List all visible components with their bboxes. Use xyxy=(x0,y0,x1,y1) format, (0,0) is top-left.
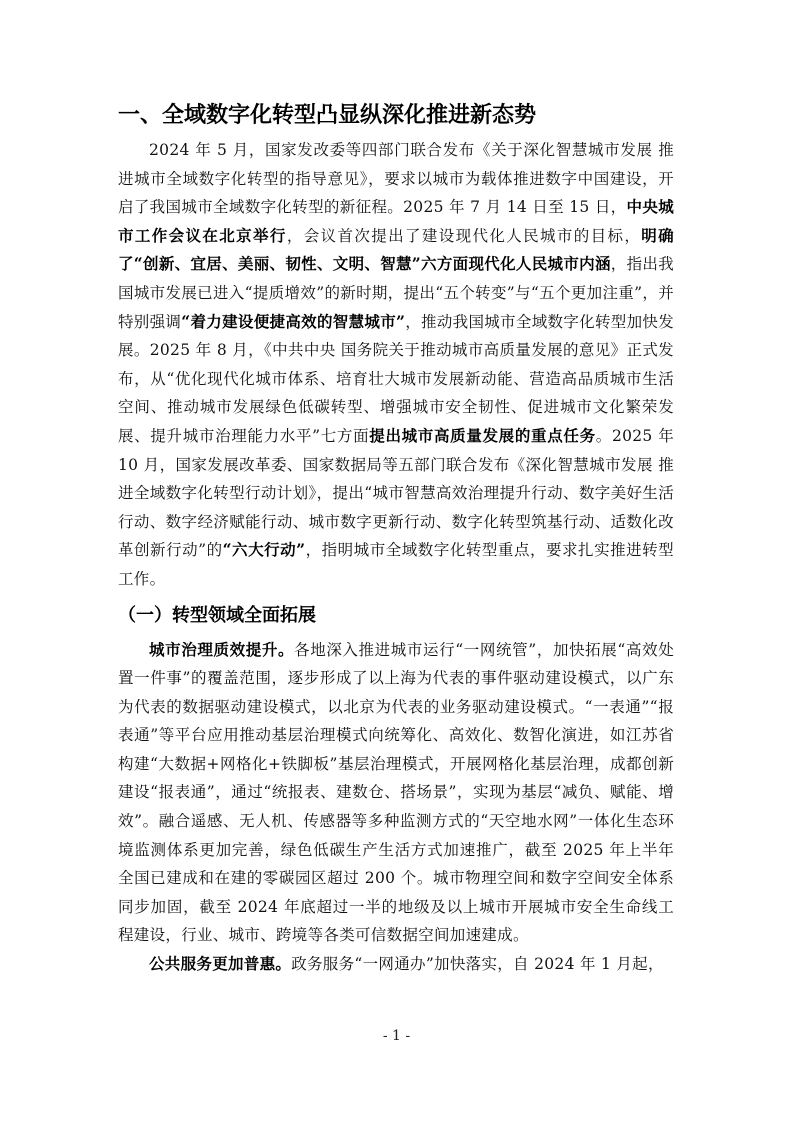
bold-run: “着力建设便捷高效的智慧城市” xyxy=(181,311,406,331)
paragraph-public-services xyxy=(118,950,674,979)
subsection-heading: （一）转型领域全面拓展 xyxy=(118,604,316,626)
text-run: 2024 年 5 月，国家发改委等四部门联合发布《关于深化智慧城市发展 推进城市全域数字化转型的指导意见》，要求以城市为载体推进数字中国建设，开启了我国城市全域数字化转型的新征程。2025 年 7 月 14 日至 15 日， xyxy=(118,141,674,217)
text-run: 政务服务“一网通办”加快落实，自 2024 年 1 月起， xyxy=(291,955,664,974)
paragraph-urban-governance xyxy=(118,636,674,951)
bold-lead: 公共服务更加普惠。 xyxy=(149,954,292,974)
text-run: ，指出我国城市发展已进入“提质增效”的新时期，提出“五个转变”与“五个更加注重”，并特别强调 xyxy=(118,255,674,331)
bold-lead: 城市治理质效提升。 xyxy=(149,639,295,659)
bold-run: 中央城市工作会议在北京举行 xyxy=(118,197,674,245)
text-run: 各地深入推进城市运行“一网统管”，加快拓展“高效处置一件事”的覆盖范围，逐步形成了以上海为代表的事件驱动建设模式，以广东为代表的数据驱动建设模式，以北京为代表的业务驱动建设模式。“一表通”“报表通”等平台应用推动基层治理模式向统筹化、高效化、数智化演进，如江苏省构建“大数据+网格化+铁脚板”基层治理模式，开展网格化基层治理，成都创新建设“报表通”，通过“统报表、建数仓、搭场景”，实现为基层“减负、赋能、增效”。融合遥感、无人机、传感器等多种监测方式的“天空地水网”一体化生态环境监测体系更加完善，绿色低碳生产生活方式加速推广，截至 2025 年上半年全国已建成和在建的零碳园区超过 200 个。城市物理空间和数字空间安全体系同步加固，截至 2024 年底超过一半的地级及以上城市开展城市安全生命线工程建设，行业、城市、跨境等各类可信数据空间加速建成。 xyxy=(118,640,674,945)
bold-run: “六大行动” xyxy=(222,540,306,560)
bold-run: 提出城市高质量发展的重点任务 xyxy=(369,425,596,445)
text-run: ，会议首次提出了建设现代化人民城市的目标， xyxy=(286,226,642,245)
text-run: ，指明城市全域数字化转型重点，要求扎实推进转型工作。 xyxy=(118,541,674,588)
page-number: - 1 - xyxy=(382,1028,411,1044)
paragraph-policy-overview xyxy=(118,136,674,594)
text-run: ，推动我国城市全域数字化转型加快发展。2025 年 8 月，《中共中央 国务院关于推动城市高质量发展的意见》正式发布，从“优化现代化城市体系、培育壮大城市发展新动能、营造高品质城市生活空间、推动城市发展绿色低碳转型、增强城市安全韧性、促进城市文化繁荣发展、提升城市治理能力水平”七方面 xyxy=(118,312,675,445)
page-content xyxy=(118,98,674,979)
section-heading: 一、全域数字化转型凸显纵深化推进新态势 xyxy=(118,103,537,128)
bold-run: 明确了“创新、宜居、美丽、韧性、文明、智慧”六方面现代化人民城市内涵 xyxy=(118,225,674,274)
text-run: 。2025 年 10 月，国家发展改革委、国家数据局等五部门联合发布《深化智慧城市发展 推进全域数字化转型行动计划》，提出“城市智慧高效治理提升行动、数字美好生活行动、数字经济赋能行动、城市数字更新行动、数字化转型筑基行动、适数化改革创新行动”的 xyxy=(118,426,674,560)
